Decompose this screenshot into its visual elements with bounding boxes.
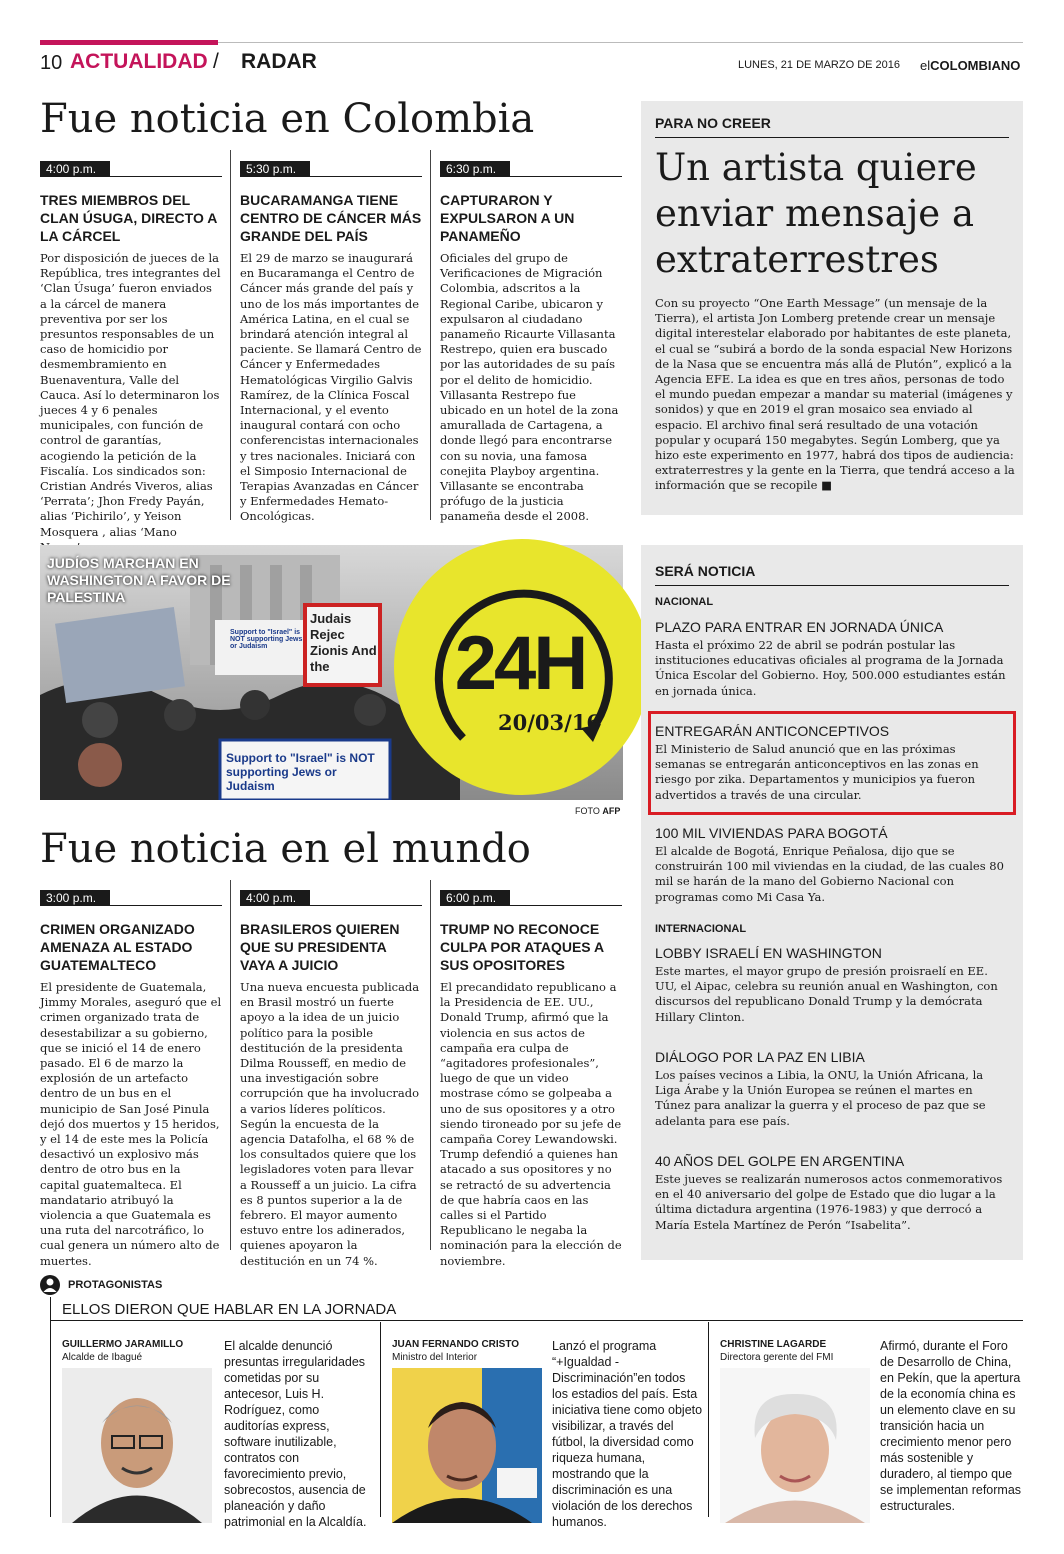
protagonist-photo <box>720 1368 870 1523</box>
news-body: El presidente de Guatemala, Jimmy Morales, aseguró que el crimen organizado trata de desestabilizar a su gobierno, que se inició el 14 de enero pasado. El 6 de marzo la explosión de un artefacto dentro de un bus en el municipio de San José Pinula dejó dos muertos y 15 heridos, y el 14 de este mes la Policía desactivó un explosivo más dentro de otro bus en la capital guatemalteca. El mandatario atribuyó la violencia a que Guatemala es una ruta del narcotráfico, lo cual genera un número alto de muertes. <box>40 980 222 1268</box>
item-title: DIÁLOGO POR LA PAZ EN LIBIA <box>655 1049 865 1065</box>
protagonist-name: JUAN FERNANDO CRISTO <box>392 1339 520 1350</box>
sera-noticia-item <box>655 1049 1007 1129</box>
protagonist-name: CHRISTINE LAGARDE <box>720 1339 827 1350</box>
panel-label: SERÁ NOTICIA <box>655 563 756 579</box>
header-accent-bar <box>40 40 218 45</box>
news-title: CAPTURARON Y EXPULSARON A UN PANAMEÑO <box>440 192 575 244</box>
section-name: ACTUALIDAD <box>70 50 208 73</box>
panel-body: Con su proyecto “One Earth Message” (un mensaje de la Tierra), el artista Jon Lomberg pretende crear un mensaje digital interestelar elaborado por habitantes de este planeta, el cual se “subirá a bordo de la sonda espacial New Horizons de la Nasa que se encuentra más allá de Plutón”, explicó a la Agencia EFE. La idea es que en tres años, personas de todo el mundo puedan empezar a mandar su material (imágenes y sonidos) y que en 2019 el gran mosaico sea enviado al espacio. El archivo final será resultado de una votación popular y ocupará 150 megabytes. Según Lomberg, que ya hizo este experimento en 1977, habrá dos tipos de audiencia: extraterrestres y la gente en la Tierra, que tendrá acceso a la información que se recopile ■ <box>655 296 1015 493</box>
protagonist-text: Lanzó el programa “+Igualdad -Discriminación”en todos los estadios del país. Esta iniciativa tiene como objeto visibilizar, a través del fútbol, la diversidad como riqueza humana, mostrando que la discriminación es una violación de los derechos humanos. <box>552 1339 703 1529</box>
item-body: Este martes, el mayor grupo de presión proisraelí en EE. UU, el Aipac, celebra su reunión anual en Washington, con discursos del republicano Donald Trump y la demócrata Hillary Clinton. <box>655 964 998 1024</box>
protagonist-divider <box>380 1322 381 1517</box>
colombia-news-2 <box>240 158 422 525</box>
mundo-news-2 <box>240 887 422 1269</box>
para-no-creer-panel <box>641 101 1023 515</box>
mundo-news-1 <box>40 887 222 1269</box>
time-badge: 6:30 p.m. <box>440 161 510 177</box>
photo-headline: JUDÍOS MARCHAN EN WASHINGTON A FAVOR DE PALESTINA <box>47 555 231 605</box>
portrait-illustration <box>720 1368 870 1523</box>
protagonist-role: Alcalde de Ibagué <box>62 1352 143 1363</box>
news-title: BRASILEROS QUIEREN QUE SU PRESIDENTA VAYA A JUICIO <box>240 921 400 973</box>
protest-sign-3: Support to "Israel" is NOT supporting Jews or Judaism <box>226 751 375 793</box>
protagonistas-subtitle: ELLOS DIERON QUE HABLAR EN LA JORNADA <box>62 1301 397 1318</box>
24h-badge <box>393 528 651 806</box>
protest-sign-1: Support to "Israel" is NOT supporting Jews or Judaism <box>230 629 303 650</box>
sera-noticia-item <box>655 825 1007 905</box>
sera-noticia-item <box>655 1153 1007 1233</box>
item-body: El Ministerio de Salud anunció que en las próximas semanas se entregarán anticonceptivos en las zonas en riesgo por zika. Departamentos y municipios ya fueron advertidos a través de una circular. <box>655 742 979 802</box>
panel-rule <box>655 585 1009 586</box>
time-badge: 5:30 p.m. <box>240 161 310 177</box>
protagonistas-vrule <box>50 1297 51 1517</box>
item-title: LOBBY ISRAELÍ EN WASHINGTON <box>655 945 882 961</box>
protagonist-photo <box>62 1368 212 1523</box>
portrait-illustration <box>392 1368 542 1523</box>
item-body: Los países vecinos a Libia, la ONU, la Unión Africana, la Liga Árabe y la Unión Europea se reúnen el martes en Túnez para analizar la guerra y el proceso de paz que se adelanta para ese país. <box>655 1068 986 1128</box>
page-number: 10 <box>40 52 63 74</box>
protagonist-role: Ministro del Interior <box>392 1352 478 1363</box>
item-title: 100 MIL VIVIENDAS PARA BOGOTÁ <box>655 825 888 841</box>
news-body: Una nueva encuesta publicada en Brasil mostró un fuerte apoyo a la idea de un juicio político para la posible destitución de la presidenta Dilma Rousseff, en medio de una investigación sobre corrupción que ha involucrado a varios líderes políticos. Según la encuesta de la agencia Datafolha, el 68 % de los consultados quiere que los legisladores voten para llevar a Rousseff a un juicio. La cifra es 8 puntos superior a la de febrero. El mayor aumento estuvo entre los adinerados, quienes apoyaron la destitución en un 74 %. <box>240 980 420 1268</box>
news-body: Por disposición de jueces de la República, tres integrantes del ‘Clan Úsuga’ fueron enviados a la cárcel de manera preventiva por ser los presuntos responsables de un caso de homicidio por desmembramiento en Buenaventura, Valle del Cauca. Así lo determinaron los jueces 4 y 6 penales municipales, con función de control de garantías, acogiendo la petición de la Fiscalía. Los sindicados son: Cristian Andrés Viveros, alias ‘Perrata’; Jhon Fredy Payán, alias ‘Pichirilo’, y Yeison Mosquera , alias ‘Mano <box>40 251 221 539</box>
news-title: CRIMEN ORGANIZADO AMENAZA AL ESTADO GUATEMALTECO <box>40 921 195 973</box>
column-divider <box>430 880 431 1250</box>
protest-sign-2: Judais Rejec Zionis And the <box>310 611 377 674</box>
item-body: Este jueves se realizarán numerosos actos conmemorativos en el 40 aniversario del golpe de Estado que dio lugar a la última dictadura argentina (1976-1983) y que derrocó a María Estela Martínez de Perón “Isabelita”. <box>655 1172 1003 1232</box>
subsection-name: RADAR <box>241 50 317 73</box>
issue-date: LUNES, 21 DE MARZO DE 2016 <box>738 59 901 71</box>
mundo-heading: Fue noticia en el mundo <box>40 826 531 872</box>
colombia-news-1 <box>40 158 222 555</box>
24h-badge-text: 24H <box>454 621 586 706</box>
column-divider <box>230 150 231 520</box>
portrait-illustration <box>62 1368 212 1523</box>
news-body: El 29 de marzo se inaugurará en Bucaramanga el Centro de Cáncer más grande del país y uno de los más importantes de América Latina, en el cual se brindará atención integral al paciente. Se llamará Centro de Cáncer y Enfermedades Hematológicas Virgilio Galvis Ramírez, de la Clínica Foscal Internacional, y el evento inaugural contará con ocho conferencistas internacionales y tres nacionales. Iniciará con el Simposio Internacional de Terapias Avanzadas en Cáncer y Enfermedades Hemato-Oncológicas. <box>240 251 422 524</box>
logo-main: COLOMBIANO <box>930 58 1021 73</box>
sera-noticia-item <box>655 723 1007 803</box>
sera-noticia-panel <box>641 545 1023 1260</box>
news-title: BUCARAMANGA TIENE CENTRO DE CÁNCER MÁS GRANDE DEL PAÍS <box>240 192 422 244</box>
internacional-label: INTERNACIONAL <box>655 923 747 935</box>
colombia-news-3 <box>440 158 622 525</box>
protagonist-role: Directora gerente del FMI <box>720 1352 834 1363</box>
section-slash: / <box>213 50 219 73</box>
24h-badge-date: 20/03/16 <box>498 710 602 735</box>
news-body: El precandidato republicano a la Presidencia de EE. UU., Donald Trump, afirmó que la violencia en sus actos de campaña era culpa de “agitadores profesionales”, luego de que un video mostrase cómo se golpeaba a uno de sus opositores y a otro siendo tironeado por su jefe de campaña Corey Lewandowski. Trump defendió a quienes han atacado a sus opositores y no se retractó de su advertencia de que habría caos en las calles si el Partido Republicano le negaba la nominación para la elección de noviembre. <box>440 980 622 1268</box>
panel-label: PARA NO CREER <box>655 115 771 131</box>
protagonist-divider <box>708 1322 709 1517</box>
time-badge: 4:00 p.m. <box>240 890 310 906</box>
colombia-heading: Fue noticia en Colombia <box>40 96 535 142</box>
item-title: ENTREGARÁN ANTICONCEPTIVOS <box>655 723 890 739</box>
time-badge: 3:00 p.m. <box>40 890 110 906</box>
protagonist-text: El alcalde denunció presuntas irregularidades cometidas por su antecesor, Luis H. Rodríguez, como auditorías express, software inutilizable, contratos con favorecimiento previo, sobrecostos, ausencia de planeación y daño patrimonial en la Alcaldía. <box>224 1339 367 1529</box>
person-icon-glyph <box>40 1275 60 1295</box>
photo-credit-prefix: FOTO <box>575 806 600 816</box>
item-body: El alcalde de Bogotá, Enrique Peñalosa, dijo que se construirán 100 mil viviendas en la ciudad, de las cuales 80 mil se harán de la mano del Gobierno Nacional con programas como Mi Casa Ya. <box>655 844 1004 904</box>
protagonistas-hrule <box>50 1320 1023 1321</box>
header-rule <box>218 42 1023 43</box>
logo-prefix: el <box>920 58 931 73</box>
photo-credit-source: AFP <box>602 806 621 816</box>
news-title: TRUMP NO RECONOCE CULPA POR ATAQUES A SUS OPOSITORES <box>440 921 604 973</box>
item-body: Hasta el próximo 22 de abril se podrán postular las instituciones educativas oficiales al programa de la Jornada Única Escolar del Gobierno. Hoy, 500.000 estudiantes están en jornada única. <box>655 638 1006 698</box>
person-icon <box>40 1275 60 1295</box>
sera-noticia-item <box>655 619 1007 699</box>
mundo-news-3 <box>440 887 622 1269</box>
news-title: TRES MIEMBROS DEL CLAN ÚSUGA, DIRECTO A LA CÁRCEL <box>40 192 217 244</box>
protagonist-text: Afirmó, durante el Foro de Desarrollo de China, en Pekín, que la apertura de la economía china es un elemento clave en su transición hacia un crecimiento menor pero más sostenible y duradero, al tiempo que se implementan reformas estructurales. <box>880 1339 1022 1513</box>
photo-credit <box>575 806 620 816</box>
panel-headline: Un artista quiere enviar mensaje a extraterrestres <box>655 146 977 281</box>
nacional-label: NACIONAL <box>655 596 714 608</box>
protagonist-name: GUILLERMO JARAMILLO <box>62 1339 184 1350</box>
protagonist-photo <box>392 1368 542 1523</box>
time-badge: 6:00 p.m. <box>440 890 510 906</box>
item-title: 40 AÑOS DEL GOLPE EN ARGENTINA <box>655 1153 905 1169</box>
column-divider <box>230 880 231 1250</box>
newspaper-logo <box>920 58 1020 73</box>
time-badge: 4:00 p.m. <box>40 161 110 177</box>
news-body: Oficiales del grupo de Verificaciones de Migración Colombia, adscritos a la Regional Caribe, ubicaron y expulsaron al ciudadano panameño Ricaurte Villasanta Restrepo, quien era buscado por las autoridades de su país por el delito de homicidio. Villasanta Restrepo fue ubicado en un hotel de la zona amurallada de Cartagena, a donde llegó para encontrarse con su novia, una famosa conejita Playboy argentina. Villasante se encontraba prófugo de la justicia panameña desde el 2008. <box>440 251 619 524</box>
column-divider <box>430 150 431 520</box>
item-title: PLAZO PARA ENTRAR EN JORNADA ÚNICA <box>655 619 944 635</box>
sera-noticia-item <box>655 945 1007 1025</box>
panel-rule <box>655 137 1009 138</box>
protagonistas-label: PROTAGONISTAS <box>68 1279 163 1291</box>
